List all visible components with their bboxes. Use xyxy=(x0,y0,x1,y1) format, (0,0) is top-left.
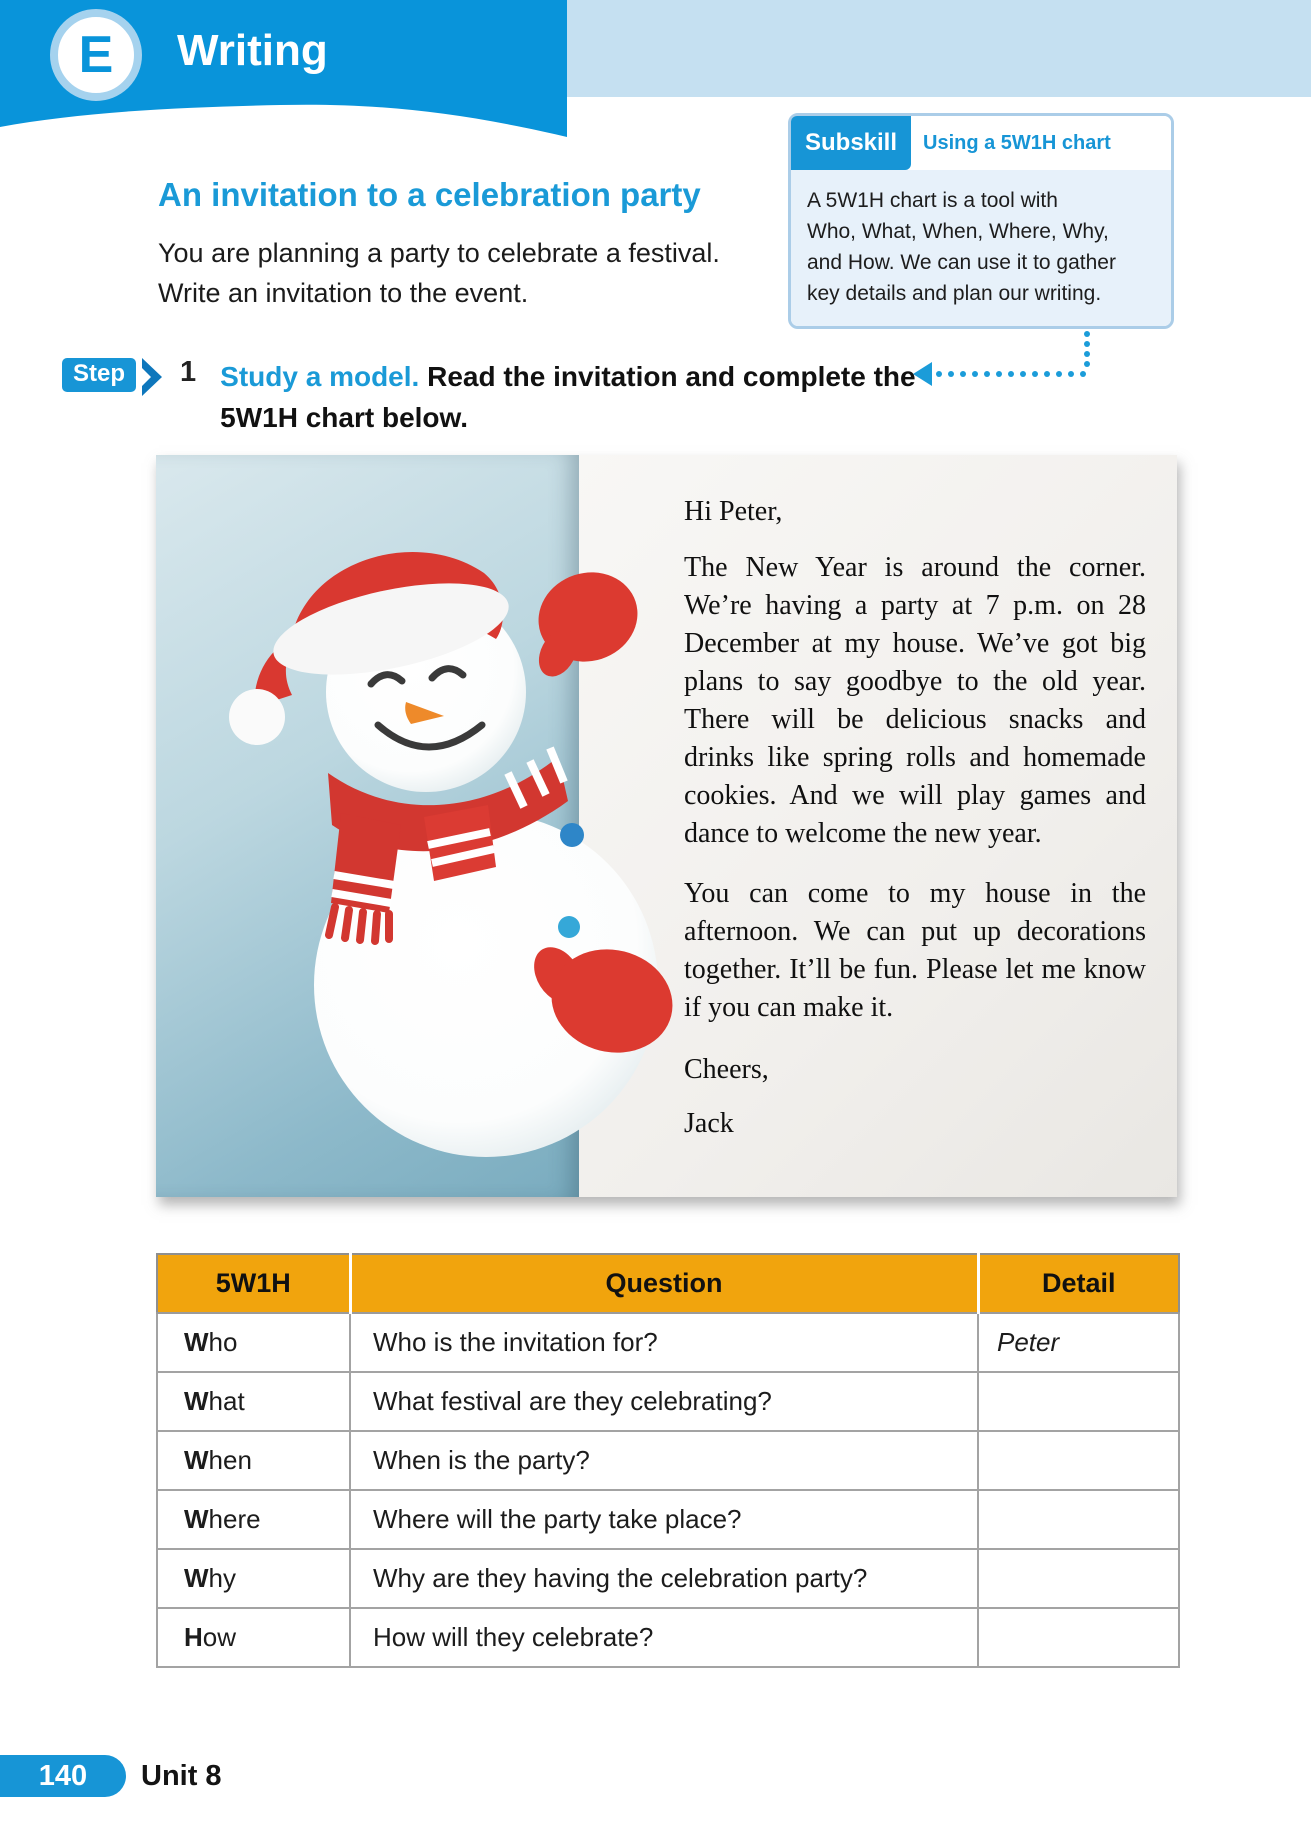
letter-closing: Cheers, xyxy=(684,1054,769,1085)
invitation-card xyxy=(156,455,1177,1197)
row-detail-what[interactable] xyxy=(978,1372,1179,1431)
step-number: 1 xyxy=(180,356,197,388)
section-letter: E xyxy=(78,26,114,84)
intro-line-1: You are planning a party to celebrate a festival. xyxy=(158,238,720,268)
row-key-when: When xyxy=(157,1431,350,1490)
row-key-why: Why xyxy=(157,1549,350,1608)
invitation-letter xyxy=(684,493,1146,1143)
subskill-line-3: and How. We can use it to gather xyxy=(807,251,1116,274)
letter-greeting: Hi Peter, xyxy=(684,496,783,527)
letter-paragraph-2: You can come to my house in the afternoon. We can put up decorations together. It’ll be fun. Please let me know if you can make it. xyxy=(684,878,1146,1023)
step-line-2: 5W1H chart below. xyxy=(220,402,469,433)
row-detail-where[interactable] xyxy=(978,1490,1179,1549)
5w1h-table xyxy=(156,1253,1180,1668)
page-title: Writing xyxy=(177,26,328,75)
lesson-intro xyxy=(158,233,720,313)
step-line-1 xyxy=(220,356,915,397)
header-detail: Detail xyxy=(978,1254,1179,1313)
subskill-box xyxy=(788,113,1174,329)
row-key-who: Who xyxy=(157,1313,350,1372)
row-key-how: How xyxy=(157,1608,350,1667)
snowman-photo xyxy=(156,455,579,1197)
row-detail-who[interactable]: Peter xyxy=(978,1313,1179,1372)
table-row xyxy=(157,1372,1179,1431)
row-detail-how[interactable] xyxy=(978,1608,1179,1667)
row-key-what: What xyxy=(157,1372,350,1431)
page-number-pill xyxy=(0,1755,126,1797)
table-row xyxy=(157,1313,1179,1372)
step-text xyxy=(220,356,915,438)
header-light-strip xyxy=(560,0,1311,97)
subskill-line-2: Who, What, When, Where, Why, xyxy=(807,220,1109,243)
header-question: Question xyxy=(350,1254,978,1313)
row-question-why: Why are they having the celebration party? xyxy=(350,1549,978,1608)
intro-line-2: Write an invitation to the event. xyxy=(158,278,529,308)
row-question-when: When is the party? xyxy=(350,1431,978,1490)
table-row xyxy=(157,1608,1179,1667)
step-badge: Step xyxy=(62,358,136,392)
lesson-heading: An invitation to a celebration party xyxy=(158,176,701,213)
row-detail-why[interactable] xyxy=(978,1549,1179,1608)
subskill-header xyxy=(791,116,1171,170)
row-detail-when[interactable] xyxy=(978,1431,1179,1490)
row-question-who: Who is the invitation for? xyxy=(350,1313,978,1372)
letter-paragraph-1: The New Year is around the corner. We’re having a party at 7 p.m. on 28 December at my house. We’ve got big plans to say goodbye to the old year. There will be delicious snacks and drinks like spring rolls and homemade cookies. And we will play games and dance to welcome the new year. xyxy=(684,552,1146,849)
row-question-what: What festival are they celebrating? xyxy=(350,1372,978,1431)
page-number: 140 xyxy=(38,1759,88,1792)
dotted-connector-arrow-icon xyxy=(905,330,1100,388)
subskill-title: Using a 5W1H chart xyxy=(923,131,1111,154)
subskill-line-1: A 5W1H chart is a tool with xyxy=(807,189,1058,212)
step-instruction-part1: Read the invitation and complete the xyxy=(427,361,916,392)
step-lead: Study a model. xyxy=(220,361,420,392)
step-instruction xyxy=(62,356,916,438)
header-5w1h: 5W1H xyxy=(157,1254,350,1313)
row-question-how: How will they celebrate? xyxy=(350,1608,978,1667)
section-letter-badge xyxy=(50,9,142,101)
table-row xyxy=(157,1490,1179,1549)
row-key-where: Where xyxy=(157,1490,350,1549)
table-header-row xyxy=(157,1254,1179,1313)
subskill-body xyxy=(791,170,1171,326)
unit-label: Unit 8 xyxy=(141,1760,222,1792)
subskill-line-4: key details and plan our writing. xyxy=(807,282,1102,305)
table-row xyxy=(157,1431,1179,1490)
step-chevron-icon xyxy=(140,358,162,396)
letter-signature: Jack xyxy=(684,1108,734,1139)
table-row xyxy=(157,1549,1179,1608)
row-question-where: Where will the party take place? xyxy=(350,1490,978,1549)
subskill-tab: Subskill xyxy=(791,116,911,170)
